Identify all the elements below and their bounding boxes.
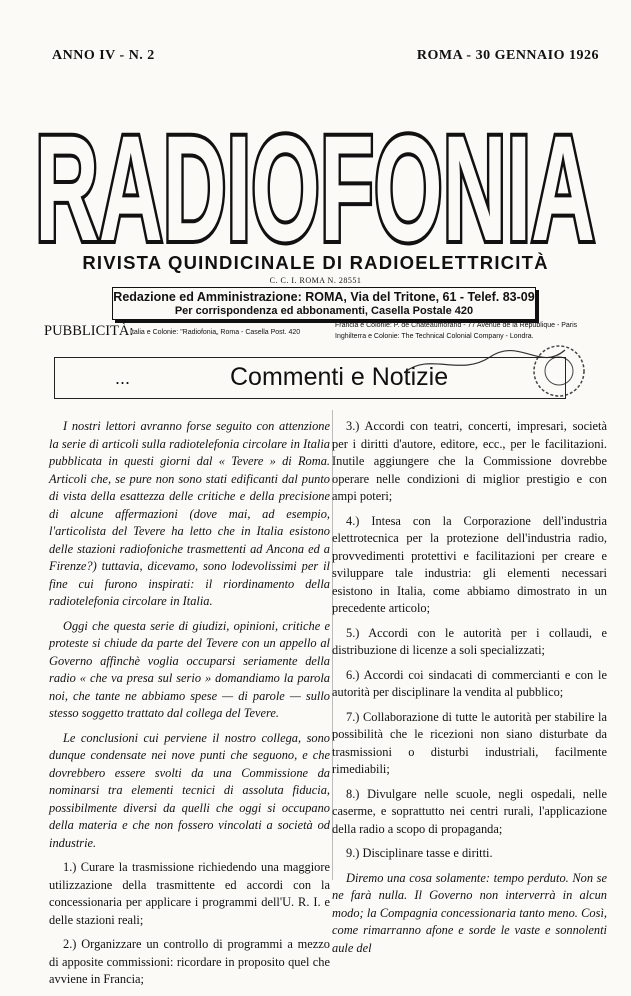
ccib-number: C. C. I. ROMA N. 28551 (269, 276, 362, 285)
advertising-england: Inghilterra e Colonie: The Technical Colonial Company - Londra. (335, 333, 534, 340)
article-point: 5.) Accordi con le autorità per i collaudi, e distribuzione di licenze a soli specializzati; (332, 625, 607, 657)
advertising-label: PUBBLICITÀ: (44, 323, 134, 339)
article-point: 3.) Accordi con teatri, concerti, impresari, società per i diritti d'autore, editore, ecc., per le facilitazioni. Inutile aggiungere che la Commissione dovrebbe operare nelle condizioni di miglior prestigio e con ampi poteri; (332, 419, 607, 503)
article-point: 9.) Disciplinare tasse e diritti. (346, 846, 493, 860)
section-dots: ... (115, 368, 131, 388)
article-point: 4.) Intesa con la Corporazione dell'industria elettrotecnica per la protezione dell'industria radio, provvedimenti protettivi e facilitazioni per creare e sviluppare tale industria: gli elementi necessari esistono in Italia, come abbiamo dimostrato in un precedente articolo; (332, 513, 607, 615)
article-point: 6.) Accordi coi sindacati di commercianti e con le autorità per disciplinare la vendita al pubblico; (332, 667, 607, 699)
editorial-address-box (112, 287, 536, 320)
article-right-column (332, 418, 607, 964)
article-paragraph: I nostri lettori avranno forse seguito con attenzione la serie di articoli sulla radiotelefonia circolare in Italia pubblicata in questi giorni dal « Tevere » di Roma. Articoli che, se pure non sono stati edificanti dal punto di vista della esattezza delle critiche e della precisione di alcune affermazioni (dove mai, ad esempio, l'articolista del Tevere ha letto che in Italia esistono delle stazioni radiofoniche trasmettenti ad Ancona ed a Firenze?) tuttavia, dicevamo, sono lodevolissimi per il fine cui furono inspirati: il riordinamento della radiotelefonia circolare in Italia. (49, 419, 330, 608)
editorial-address: Redazione ed Amministrazione: ROMA, Via del Tritone, 61 - Telef. 83-09 (113, 290, 535, 304)
advertising-italy: Italia e Colonie: "Radiofonia„ Roma - Casella Post. 420 (130, 329, 301, 336)
masthead-logo (0, 92, 631, 262)
article-point: 1.) Curare la trasmissione richiedendo una maggiore utilizzazione della trasmittente ed accordi con la concessionaria per applicare i programmi dell'U. R. I. e delle stazioni reali; (49, 860, 330, 927)
article-left-column (49, 418, 330, 996)
article-paragraph: Diremo una cosa solamente: tempo perduto. Non se ne farà nulla. Il Governo non interverrà in alcun modo; la Compagnia concessionaria tanto meno. Così, come rimarranno afone e sorde le vaste e sonnolenti aule del (332, 870, 607, 955)
issue-number: ANNO IV - N. 2 (52, 48, 155, 63)
article-point: 7.) Collaborazione di tutte le autorità per stabilire la possibilità che le ricezioni non siano disturbate da trasmissioni o disturbi industriali, facilmente rimediabili; (332, 709, 607, 776)
article-point: 2.) Organizzare un controllo di programmi a mezzo di apposite commissioni: ricordare in proposito quel che avviene in Francia; (49, 937, 330, 986)
postal-box-line: Per corrispondenza ed abbonamenti, Casella Postale 420 (174, 305, 474, 317)
article-point: 8.) Divulgare nelle scuole, negli ospedali, nelle caserme, e soprattutto nei centri rurali, l'applicazione della radio a scopo di propaganda; (332, 786, 607, 836)
masthead-subtitle: RIVISTA QUINDICINALE DI RADIOELETTRICITÀ (82, 252, 549, 273)
article-paragraph: Oggi che questa serie di giudizi, opinioni, critiche e proteste si chiude da parte del Tevere con un appello al Governo affinchè voglia occuparsi seriamente della radio « che va presa sul serio » domandiamo la parola noi, che tante ne abbiamo spese — di parole — sullo stesso soggetto trattato dal collega del Tevere. (49, 618, 330, 720)
article-paragraph: Le conclusioni cui perviene il nostro collega, sono dunque condensate nei nove punti che seguono, e che dovrebbero essere svolti da una Commissione da nominarsi tra elementi tecnici di assoluta fiducia, possibilmente diversi da quelli che oggi si occupano della materia e che non fossero vincolati a società od industrie. (49, 730, 330, 850)
section-title: Commenti e Notizie (230, 363, 449, 391)
masthead-title: RADIOFONIA (35, 104, 595, 262)
advertising-france: Francia e Colonie: P. de Chateaumorand - 77 Avenue de la République - Paris (335, 322, 578, 329)
place-date: ROMA - 30 GENNAIO 1926 (416, 48, 599, 63)
